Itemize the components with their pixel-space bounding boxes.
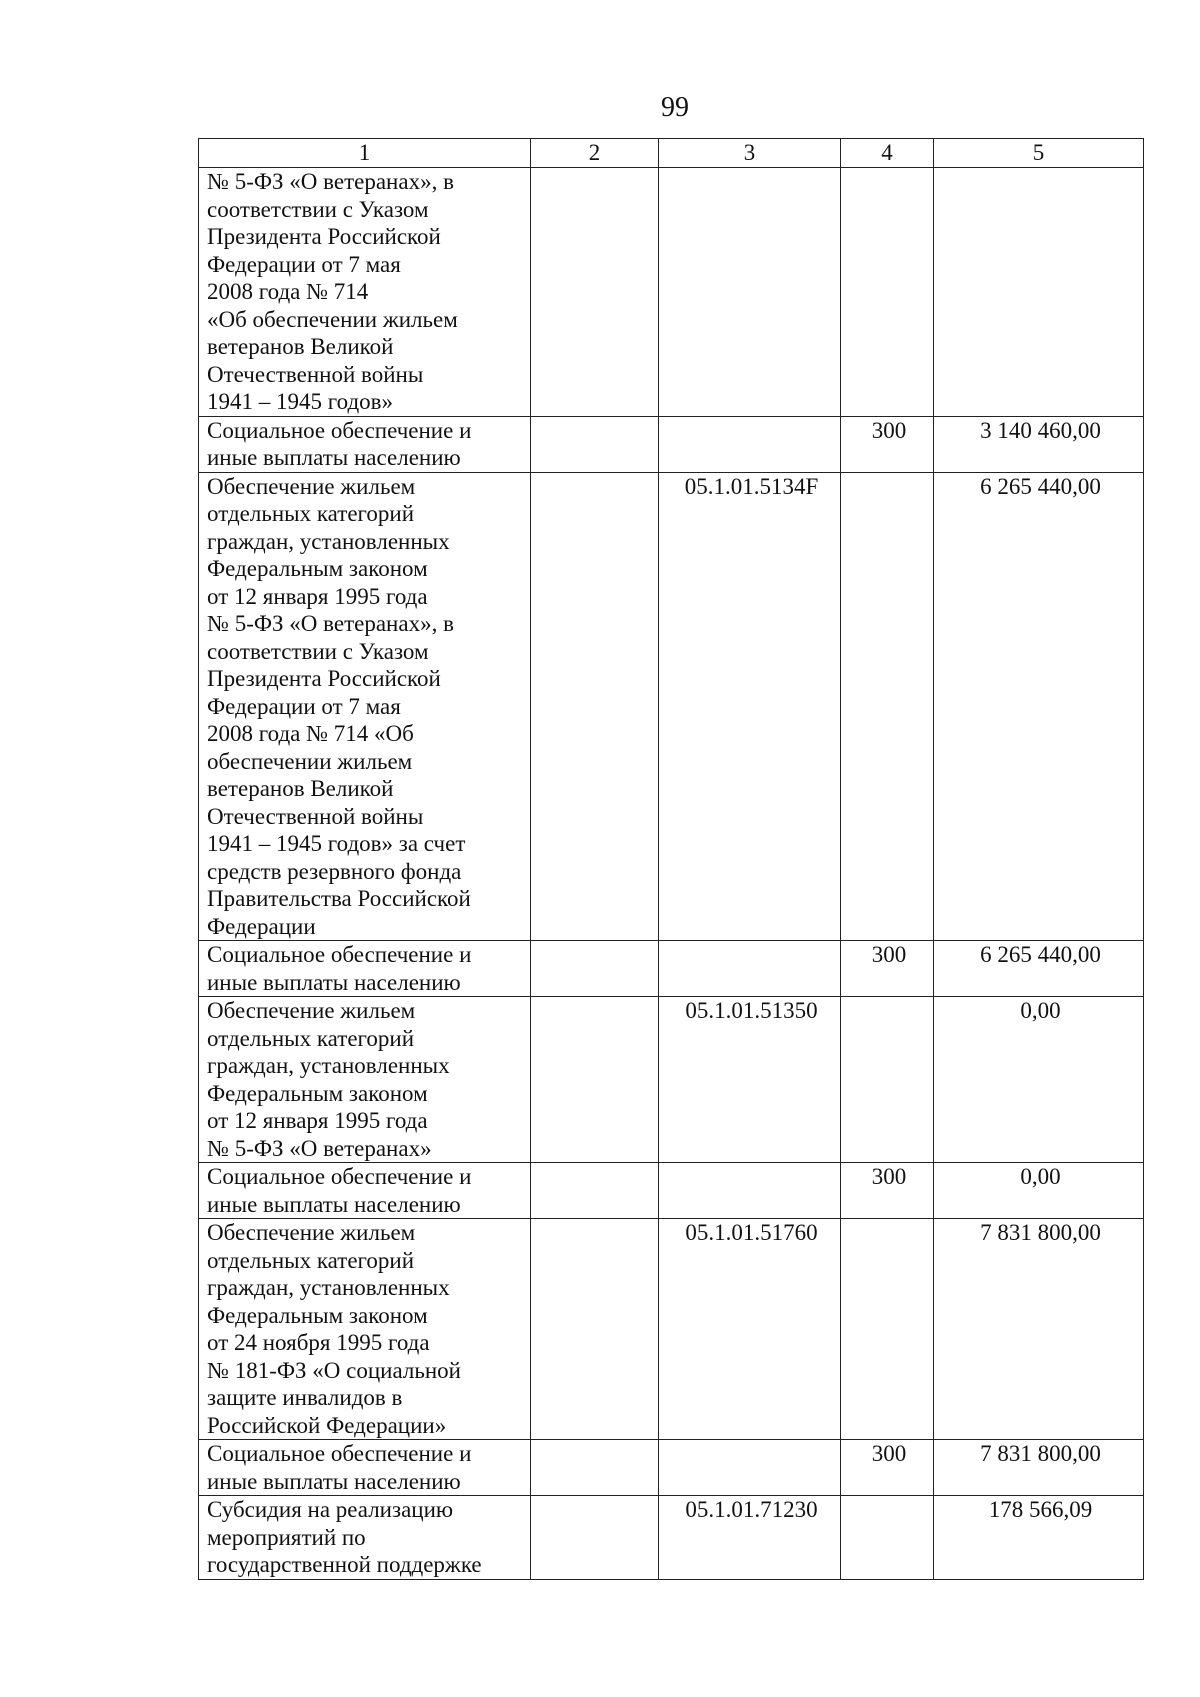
- row-code-cell: 05.1.01.51350: [659, 997, 841, 1163]
- row-name-cell: № 5-ФЗ «О ветеранах», в соответствии с Указом Президента Российской Федерации от 7 мая 2008 года № 714 «Об обеспечении жильем ветеранов Великой Отечественной войны 1941 – 1945 годов»: [199, 168, 531, 417]
- row-type-cell: [841, 168, 934, 417]
- table-row: [199, 997, 1144, 1163]
- row-code-cell: [659, 941, 841, 997]
- row-sum-cell: 0,00: [934, 997, 1144, 1163]
- table-row: [199, 472, 1144, 941]
- table-row: [199, 1496, 1144, 1580]
- table-body: [199, 168, 1144, 1580]
- row-sum-cell: [934, 168, 1144, 417]
- page-number: 99: [661, 92, 689, 123]
- row-sum-cell: 6 265 440,00: [934, 472, 1144, 941]
- row-col2-cell: [531, 997, 659, 1163]
- table-row: [199, 416, 1144, 472]
- row-sum-cell: 6 265 440,00: [934, 941, 1144, 997]
- row-name-cell: Обеспечение жильем отдельных категорий граждан, установленных Федеральным законом от 12 января 1995 года № 5-ФЗ «О ветеранах», в соответствии с Указом Президента Российской Федерации от 7 мая 2008 года № 714 «Об обеспечении жильем ветеранов Великой Отечественной войны 1941 – 1945 годов» за счет средств резервного фонда Правительства Российской Федерации: [199, 472, 531, 941]
- row-name-cell: Социальное обеспечение и иные выплаты населению: [199, 941, 531, 997]
- row-col2-cell: [531, 472, 659, 941]
- row-name-cell: Субсидия на реализацию мероприятий по государственной поддержке: [199, 1496, 531, 1580]
- row-code-cell: [659, 1163, 841, 1219]
- row-col2-cell: [531, 1496, 659, 1580]
- header-col-3: 3: [659, 139, 841, 168]
- row-type-cell: 300: [841, 416, 934, 472]
- header-col-5: 5: [934, 139, 1144, 168]
- table-row: [199, 1163, 1144, 1219]
- header-col-4: 4: [841, 139, 934, 168]
- table-row: [199, 1219, 1144, 1440]
- table-row: [199, 168, 1144, 417]
- header-col-2: 2: [531, 139, 659, 168]
- header-col-1: 1: [199, 139, 531, 168]
- row-code-cell: [659, 416, 841, 472]
- row-name-cell: Обеспечение жильем отдельных категорий граждан, установленных Федеральным законом от 24 ноября 1995 года № 181-ФЗ «О социальной защите инвалидов в Российской Федерации»: [199, 1219, 531, 1440]
- row-col2-cell: [531, 941, 659, 997]
- row-code-cell: [659, 168, 841, 417]
- row-name-cell: Социальное обеспечение и иные выплаты населению: [199, 1440, 531, 1496]
- row-sum-cell: 178 566,09: [934, 1496, 1144, 1580]
- row-type-cell: [841, 472, 934, 941]
- row-col2-cell: [531, 416, 659, 472]
- row-type-cell: [841, 1496, 934, 1580]
- table-row: [199, 941, 1144, 997]
- row-type-cell: [841, 1219, 934, 1440]
- row-code-cell: 05.1.01.71230: [659, 1496, 841, 1580]
- budget-table: [198, 138, 1144, 1580]
- row-type-cell: 300: [841, 941, 934, 997]
- row-type-cell: 300: [841, 1440, 934, 1496]
- row-sum-cell: 3 140 460,00: [934, 416, 1144, 472]
- budget-table-container: [198, 138, 1144, 1580]
- row-sum-cell: 0,00: [934, 1163, 1144, 1219]
- row-col2-cell: [531, 1440, 659, 1496]
- row-type-cell: 300: [841, 1163, 934, 1219]
- header-row: [199, 139, 1144, 168]
- row-code-cell: 05.1.01.51760: [659, 1219, 841, 1440]
- row-name-cell: Социальное обеспечение и иные выплаты населению: [199, 1163, 531, 1219]
- row-code-cell: [659, 1440, 841, 1496]
- row-code-cell: 05.1.01.5134F: [659, 472, 841, 941]
- row-sum-cell: 7 831 800,00: [934, 1440, 1144, 1496]
- table-row: [199, 1440, 1144, 1496]
- row-col2-cell: [531, 168, 659, 417]
- row-name-cell: Социальное обеспечение и иные выплаты населению: [199, 416, 531, 472]
- row-col2-cell: [531, 1163, 659, 1219]
- row-name-cell: Обеспечение жильем отдельных категорий граждан, установленных Федеральным законом от 12 января 1995 года № 5-ФЗ «О ветеранах»: [199, 997, 531, 1163]
- row-col2-cell: [531, 1219, 659, 1440]
- row-sum-cell: 7 831 800,00: [934, 1219, 1144, 1440]
- row-type-cell: [841, 997, 934, 1163]
